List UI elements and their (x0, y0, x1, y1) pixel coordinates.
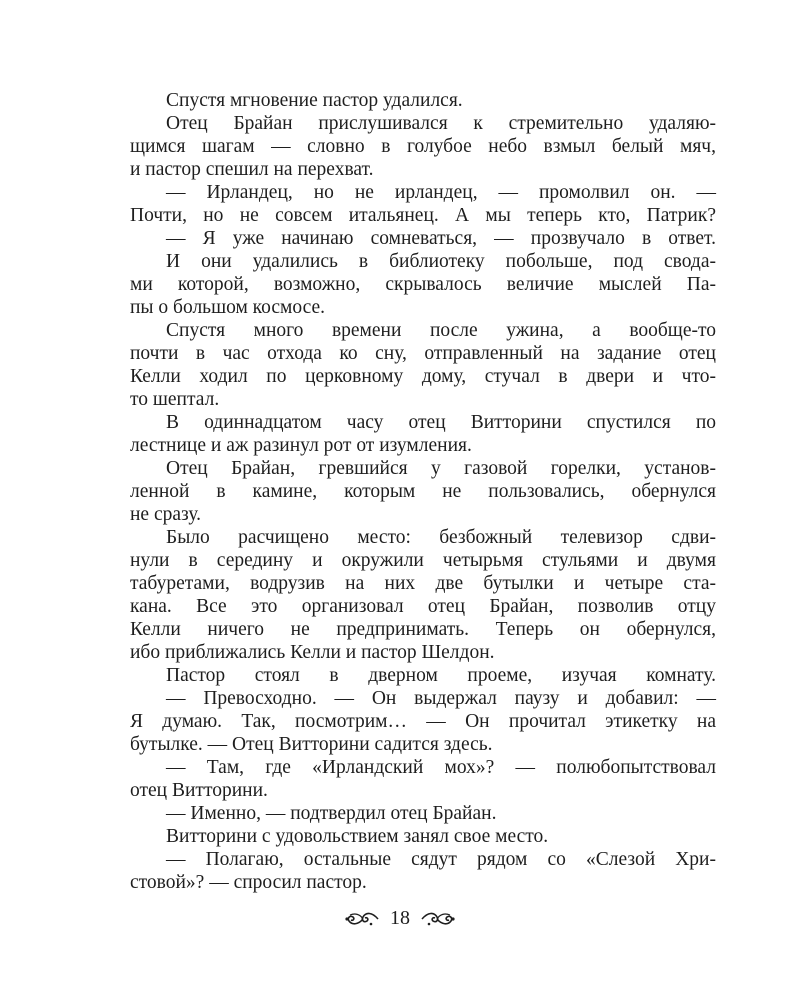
page-number: 18 (390, 907, 410, 929)
text-line: — Я уже начинаю сомневаться, — прозвучало в ответ. (166, 228, 716, 249)
text-line: ленной в камине, которым не пользовались, обернулся (130, 481, 716, 502)
text-line: — Полагаю, остальные сядут рядом со «Слезой Хри- (166, 849, 716, 870)
page-footer (0, 907, 800, 930)
text-line: Отец Брайан прислушивался к стремительно удаляю- (166, 113, 716, 134)
text-line: Витторини с удовольствием занял свое место. (166, 826, 549, 847)
text-line: не сразу. (130, 504, 201, 525)
text-line: щимся шагам — словно в голубое небо взмыл белый мяч, (130, 136, 716, 157)
text-line: лестнице и аж разинул рот от изумления. (130, 435, 472, 456)
text-line: нули в середину и окружили четырьмя стульями и двумя (130, 550, 716, 571)
fleuron-left-icon (344, 909, 380, 929)
fleuron-right-icon (420, 909, 456, 929)
text-line: ибо приближались Келли и пастор Шелдон. (130, 642, 495, 663)
text-line: — Ирландец, но не ирландец, — промолвил он. — (166, 182, 716, 203)
text-line: — Там, где «Ирландский мох»? — полюбопытствовал (166, 757, 716, 778)
text-line: Было расчищено место: безбожный телевизор сдви- (166, 527, 716, 548)
text-line: Спустя много времени после ужина, а вообще-то (166, 320, 716, 341)
text-line: пы о большом космосе. (130, 297, 326, 318)
text-line: В одиннадцатом часу отец Витторини спустился по (166, 412, 716, 433)
text-line: — Именно, — подтвердил отец Брайан. (166, 803, 497, 824)
text-line: стовой»? — спросил пастор. (130, 872, 367, 893)
text-line: Спустя мгновение пастор удалился. (166, 90, 463, 111)
text-line: кана. Все это организовал отец Брайан, позволив отцу (130, 596, 716, 617)
text-line: И они удалились в библиотеку побольше, под свода- (166, 251, 716, 272)
text-line: Отец Брайан, гревшийся у газовой горелки, установ- (166, 458, 716, 479)
text-line: Келли ничего не предпринимать. Теперь он обернулся, (130, 619, 716, 640)
text-line: и пастор спешил на перехват. (130, 159, 374, 180)
text-line: — Превосходно. — Он выдержал паузу и добавил: — (166, 688, 716, 709)
text-line: табуретами, водрузив на них две бутылки и четыре ста- (130, 573, 716, 594)
text-line: отец Витторини. (130, 780, 268, 801)
text-line: бутылке. — Отец Витторини садится здесь. (130, 734, 493, 755)
text-line: Пастор стоял в дверном проеме, изучая комнату. (166, 665, 716, 686)
text-line: Я думаю. Так, посмотрим… — Он прочитал этикетку на (130, 711, 716, 732)
text-line: то шептал. (130, 389, 220, 410)
text-line: почти в час отхода ко сну, отправленный на задание отец (130, 343, 716, 364)
text-line: ми которой, возможно, скрывалось величие мыслей Па- (130, 274, 716, 295)
book-page-text (130, 89, 716, 894)
text-line: Почти, но не совсем итальянец. А мы теперь кто, Патрик? (130, 205, 716, 226)
text-line: Келли ходил по церковному дому, стучал в двери и что- (130, 366, 716, 387)
